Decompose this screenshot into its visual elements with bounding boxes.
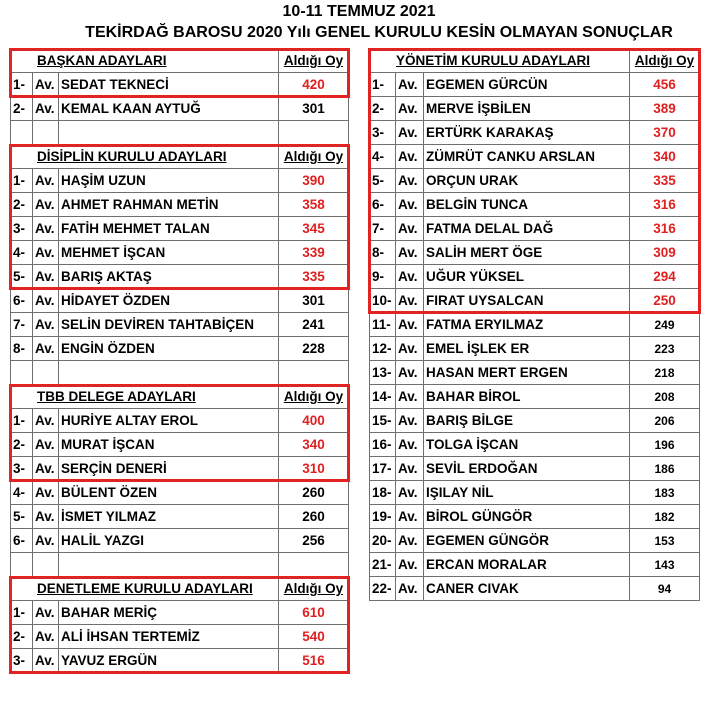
attorney-title: Av. bbox=[33, 313, 59, 337]
candidate-name: EGEMEN GÜNGÖR bbox=[424, 529, 630, 553]
table-row bbox=[370, 577, 700, 601]
disiplin-section-header: DİSİPLİN KURULU ADAYLARI bbox=[11, 145, 279, 169]
table-row bbox=[370, 193, 700, 217]
document-title: TEKİRDAĞ BAROSU 2020 Yılı GENEL KURULU KESİN OLMAYAN SONUÇLAR bbox=[85, 24, 673, 41]
candidate-name: HURİYE ALTAY EROL bbox=[59, 409, 279, 433]
vote-count: 400 bbox=[279, 409, 349, 433]
row-number: 1- bbox=[370, 73, 396, 97]
table-row bbox=[11, 217, 349, 241]
table-row bbox=[11, 409, 349, 433]
row-number: 18- bbox=[370, 481, 396, 505]
document-date: 10-11 TEMMUZ 2021 bbox=[282, 3, 436, 20]
spacer-row bbox=[11, 553, 349, 577]
attorney-title: Av. bbox=[33, 241, 59, 265]
baskan-votes-header: Aldığı Oy bbox=[279, 49, 349, 73]
table-row bbox=[11, 457, 349, 481]
table-row bbox=[11, 313, 349, 337]
vote-count: 183 bbox=[630, 481, 700, 505]
attorney-title: Av. bbox=[33, 481, 59, 505]
table-row bbox=[370, 529, 700, 553]
vote-count: 516 bbox=[279, 649, 349, 673]
candidate-name: HALİL YAZGI bbox=[59, 529, 279, 553]
table-row bbox=[370, 385, 700, 409]
candidate-name: ERTÜRK KARAKAŞ bbox=[424, 121, 630, 145]
table-row bbox=[370, 481, 700, 505]
table-row bbox=[370, 457, 700, 481]
vote-count: 294 bbox=[630, 265, 700, 289]
attorney-title: Av. bbox=[396, 73, 424, 97]
row-number: 3- bbox=[370, 121, 396, 145]
candidate-name: UĞUR YÜKSEL bbox=[424, 265, 630, 289]
table-row bbox=[11, 97, 349, 121]
candidate-name: BARIŞ AKTAŞ bbox=[59, 265, 279, 289]
candidate-name: SALİH MERT ÖGE bbox=[424, 241, 630, 265]
vote-count: 309 bbox=[630, 241, 700, 265]
vote-count: 260 bbox=[279, 505, 349, 529]
candidate-name: MERVE İŞBİLEN bbox=[424, 97, 630, 121]
vote-count: 250 bbox=[630, 289, 700, 313]
row-number: 2- bbox=[11, 193, 33, 217]
row-number: 22- bbox=[370, 577, 396, 601]
candidate-name: HAŞİM UZUN bbox=[59, 169, 279, 193]
row-number: 3- bbox=[11, 457, 33, 481]
row-number: 6- bbox=[11, 529, 33, 553]
attorney-title: Av. bbox=[33, 649, 59, 673]
row-number: 8- bbox=[370, 241, 396, 265]
vote-count: 310 bbox=[279, 457, 349, 481]
attorney-title: Av. bbox=[396, 361, 424, 385]
candidate-name: ENGİN ÖZDEN bbox=[59, 337, 279, 361]
vote-count: 241 bbox=[279, 313, 349, 337]
table-row bbox=[370, 97, 700, 121]
table-row bbox=[370, 409, 700, 433]
candidate-name: FATMA DELAL DAĞ bbox=[424, 217, 630, 241]
attorney-title: Av. bbox=[396, 457, 424, 481]
vote-count: 358 bbox=[279, 193, 349, 217]
vote-count: 610 bbox=[279, 601, 349, 625]
vote-count: 94 bbox=[630, 577, 700, 601]
candidate-name: KEMAL KAAN AYTUĞ bbox=[59, 97, 279, 121]
table-row bbox=[11, 505, 349, 529]
candidate-name: EMEL İŞLEK ER bbox=[424, 337, 630, 361]
attorney-title: Av. bbox=[33, 265, 59, 289]
candidate-name: BAHAR MERİÇ bbox=[59, 601, 279, 625]
attorney-title: Av. bbox=[33, 505, 59, 529]
empty-cell bbox=[59, 121, 279, 145]
table-row bbox=[370, 145, 700, 169]
vote-count: 340 bbox=[279, 433, 349, 457]
attorney-title: Av. bbox=[396, 121, 424, 145]
candidate-name: İSMET YILMAZ bbox=[59, 505, 279, 529]
vote-count: 456 bbox=[630, 73, 700, 97]
attorney-title: Av. bbox=[396, 169, 424, 193]
candidate-name: FATİH MEHMET TALAN bbox=[59, 217, 279, 241]
vote-count: 196 bbox=[630, 433, 700, 457]
table-row bbox=[370, 265, 700, 289]
table-row bbox=[11, 193, 349, 217]
table-row bbox=[11, 241, 349, 265]
row-number: 13- bbox=[370, 361, 396, 385]
vote-count: 249 bbox=[630, 313, 700, 337]
table-row bbox=[11, 265, 349, 289]
vote-count: 153 bbox=[630, 529, 700, 553]
row-number: 4- bbox=[11, 241, 33, 265]
table-row bbox=[11, 169, 349, 193]
table-row bbox=[370, 121, 700, 145]
row-number: 4- bbox=[11, 481, 33, 505]
attorney-title: Av. bbox=[396, 481, 424, 505]
row-number: 4- bbox=[370, 145, 396, 169]
yonetim-votes-header: Aldığı Oy bbox=[630, 49, 700, 73]
candidate-name: BİROL GÜNGÖR bbox=[424, 505, 630, 529]
attorney-title: Av. bbox=[396, 529, 424, 553]
row-number: 20- bbox=[370, 529, 396, 553]
row-number: 7- bbox=[11, 313, 33, 337]
attorney-title: Av. bbox=[33, 97, 59, 121]
baskan-header-row bbox=[11, 49, 349, 73]
empty-cell bbox=[279, 553, 349, 577]
vote-count: 143 bbox=[630, 553, 700, 577]
attorney-title: Av. bbox=[396, 385, 424, 409]
attorney-title: Av. bbox=[396, 313, 424, 337]
candidate-name: FATMA ERYILMAZ bbox=[424, 313, 630, 337]
attorney-title: Av. bbox=[396, 145, 424, 169]
empty-cell bbox=[11, 553, 33, 577]
spacer-row bbox=[11, 121, 349, 145]
table-row bbox=[370, 73, 700, 97]
empty-cell bbox=[279, 121, 349, 145]
row-number: 2- bbox=[11, 97, 33, 121]
candidate-name: BÜLENT ÖZEN bbox=[59, 481, 279, 505]
attorney-title: Av. bbox=[33, 217, 59, 241]
row-number: 3- bbox=[11, 649, 33, 673]
vote-count: 218 bbox=[630, 361, 700, 385]
table-row bbox=[370, 217, 700, 241]
table-row bbox=[370, 313, 700, 337]
denetleme-votes-header: Aldığı Oy bbox=[279, 577, 349, 601]
table-row bbox=[11, 73, 349, 97]
row-number: 17- bbox=[370, 457, 396, 481]
candidate-name: ERCAN MORALAR bbox=[424, 553, 630, 577]
right-results-table bbox=[369, 48, 700, 601]
vote-count: 335 bbox=[279, 265, 349, 289]
vote-count: 223 bbox=[630, 337, 700, 361]
row-number: 1- bbox=[11, 409, 33, 433]
vote-count: 186 bbox=[630, 457, 700, 481]
row-number: 15- bbox=[370, 409, 396, 433]
vote-count: 228 bbox=[279, 337, 349, 361]
table-row bbox=[11, 601, 349, 625]
attorney-title: Av. bbox=[396, 577, 424, 601]
denetleme-section-header: DENETLEME KURULU ADAYLARI bbox=[11, 577, 279, 601]
attorney-title: Av. bbox=[33, 433, 59, 457]
row-number: 5- bbox=[11, 265, 33, 289]
candidate-name: ALİ İHSAN TERTEMİZ bbox=[59, 625, 279, 649]
attorney-title: Av. bbox=[33, 337, 59, 361]
row-number: 8- bbox=[11, 337, 33, 361]
table-row bbox=[11, 481, 349, 505]
table-row bbox=[370, 505, 700, 529]
spacer-row bbox=[11, 361, 349, 385]
row-number: 1- bbox=[11, 601, 33, 625]
tbb-section-header: TBB DELEGE ADAYLARI bbox=[11, 385, 279, 409]
row-number: 2- bbox=[11, 625, 33, 649]
table-row bbox=[370, 433, 700, 457]
table-row bbox=[11, 529, 349, 553]
vote-count: 540 bbox=[279, 625, 349, 649]
candidate-name: MURAT İŞCAN bbox=[59, 433, 279, 457]
yonetim-header-row bbox=[370, 49, 700, 73]
row-number: 14- bbox=[370, 385, 396, 409]
row-number: 12- bbox=[370, 337, 396, 361]
row-number: 1- bbox=[11, 169, 33, 193]
row-number: 1- bbox=[11, 73, 33, 97]
empty-cell bbox=[59, 361, 279, 385]
baskan-section-header: BAŞKAN ADAYLARI bbox=[11, 49, 279, 73]
vote-count: 339 bbox=[279, 241, 349, 265]
attorney-title: Av. bbox=[396, 505, 424, 529]
candidate-name: SELİN DEVİREN TAHTABİÇEN bbox=[59, 313, 279, 337]
yonetim-section-header: YÖNETİM KURULU ADAYLARI bbox=[370, 49, 630, 73]
vote-count: 345 bbox=[279, 217, 349, 241]
candidate-name: SEVİL ERDOĞAN bbox=[424, 457, 630, 481]
row-number: 2- bbox=[11, 433, 33, 457]
attorney-title: Av. bbox=[396, 337, 424, 361]
vote-count: 182 bbox=[630, 505, 700, 529]
candidate-name: YAVUZ ERGÜN bbox=[59, 649, 279, 673]
row-number: 16- bbox=[370, 433, 396, 457]
row-number: 10- bbox=[370, 289, 396, 313]
table-row bbox=[370, 337, 700, 361]
empty-cell bbox=[33, 121, 59, 145]
table-row bbox=[370, 241, 700, 265]
disiplin-votes-header: Aldığı Oy bbox=[279, 145, 349, 169]
row-number: 6- bbox=[370, 193, 396, 217]
attorney-title: Av. bbox=[396, 265, 424, 289]
left-results-table bbox=[10, 48, 349, 673]
candidate-name: ZÜMRÜT CANKU ARSLAN bbox=[424, 145, 630, 169]
vote-count: 316 bbox=[630, 193, 700, 217]
vote-count: 390 bbox=[279, 169, 349, 193]
vote-count: 208 bbox=[630, 385, 700, 409]
table-row bbox=[11, 337, 349, 361]
table-row bbox=[370, 169, 700, 193]
attorney-title: Av. bbox=[396, 241, 424, 265]
attorney-title: Av. bbox=[33, 409, 59, 433]
attorney-title: Av. bbox=[396, 217, 424, 241]
empty-cell bbox=[59, 553, 279, 577]
disiplin-header-row bbox=[11, 145, 349, 169]
candidate-name: BELGİN TUNCA bbox=[424, 193, 630, 217]
empty-cell bbox=[11, 361, 33, 385]
empty-cell bbox=[33, 361, 59, 385]
attorney-title: Av. bbox=[396, 409, 424, 433]
attorney-title: Av. bbox=[396, 553, 424, 577]
row-number: 5- bbox=[11, 505, 33, 529]
attorney-title: Av. bbox=[33, 529, 59, 553]
attorney-title: Av. bbox=[33, 193, 59, 217]
candidate-name: AHMET RAHMAN METİN bbox=[59, 193, 279, 217]
candidate-name: SEDAT TEKNECİ bbox=[59, 73, 279, 97]
attorney-title: Av. bbox=[33, 289, 59, 313]
vote-count: 316 bbox=[630, 217, 700, 241]
table-row bbox=[370, 361, 700, 385]
vote-count: 301 bbox=[279, 289, 349, 313]
candidate-name: FIRAT UYSALCAN bbox=[424, 289, 630, 313]
row-number: 5- bbox=[370, 169, 396, 193]
candidate-name: SERÇİN DENERİ bbox=[59, 457, 279, 481]
vote-count: 335 bbox=[630, 169, 700, 193]
attorney-title: Av. bbox=[33, 169, 59, 193]
empty-cell bbox=[279, 361, 349, 385]
vote-count: 206 bbox=[630, 409, 700, 433]
attorney-title: Av. bbox=[33, 457, 59, 481]
attorney-title: Av. bbox=[396, 433, 424, 457]
tbb-votes-header: Aldığı Oy bbox=[279, 385, 349, 409]
attorney-title: Av. bbox=[33, 73, 59, 97]
attorney-title: Av. bbox=[33, 625, 59, 649]
vote-count: 420 bbox=[279, 73, 349, 97]
table-row bbox=[11, 649, 349, 673]
row-number: 2- bbox=[370, 97, 396, 121]
table-row bbox=[11, 625, 349, 649]
candidate-name: CANER CIVAK bbox=[424, 577, 630, 601]
table-row bbox=[11, 433, 349, 457]
row-number: 9- bbox=[370, 265, 396, 289]
candidate-name: ORÇUN URAK bbox=[424, 169, 630, 193]
empty-cell bbox=[33, 553, 59, 577]
candidate-name: BARIŞ BİLGE bbox=[424, 409, 630, 433]
candidate-name: HASAN MERT ERGEN bbox=[424, 361, 630, 385]
table-row bbox=[370, 289, 700, 313]
tbb-header-row bbox=[11, 385, 349, 409]
candidate-name: BAHAR BİROL bbox=[424, 385, 630, 409]
attorney-title: Av. bbox=[396, 97, 424, 121]
vote-count: 389 bbox=[630, 97, 700, 121]
row-number: 11- bbox=[370, 313, 396, 337]
candidate-name: HİDAYET ÖZDEN bbox=[59, 289, 279, 313]
candidate-name: MEHMET İŞCAN bbox=[59, 241, 279, 265]
row-number: 6- bbox=[11, 289, 33, 313]
attorney-title: Av. bbox=[396, 193, 424, 217]
denetleme-header-row bbox=[11, 577, 349, 601]
attorney-title: Av. bbox=[396, 289, 424, 313]
vote-count: 301 bbox=[279, 97, 349, 121]
vote-count: 340 bbox=[630, 145, 700, 169]
vote-count: 260 bbox=[279, 481, 349, 505]
candidate-name: IŞILAY NİL bbox=[424, 481, 630, 505]
row-number: 3- bbox=[11, 217, 33, 241]
table-row bbox=[370, 553, 700, 577]
vote-count: 256 bbox=[279, 529, 349, 553]
candidate-name: TOLGA İŞCAN bbox=[424, 433, 630, 457]
vote-count: 370 bbox=[630, 121, 700, 145]
candidate-name: EGEMEN GÜRCÜN bbox=[424, 73, 630, 97]
table-row bbox=[11, 289, 349, 313]
empty-cell bbox=[11, 121, 33, 145]
row-number: 7- bbox=[370, 217, 396, 241]
row-number: 19- bbox=[370, 505, 396, 529]
row-number: 21- bbox=[370, 553, 396, 577]
attorney-title: Av. bbox=[33, 601, 59, 625]
